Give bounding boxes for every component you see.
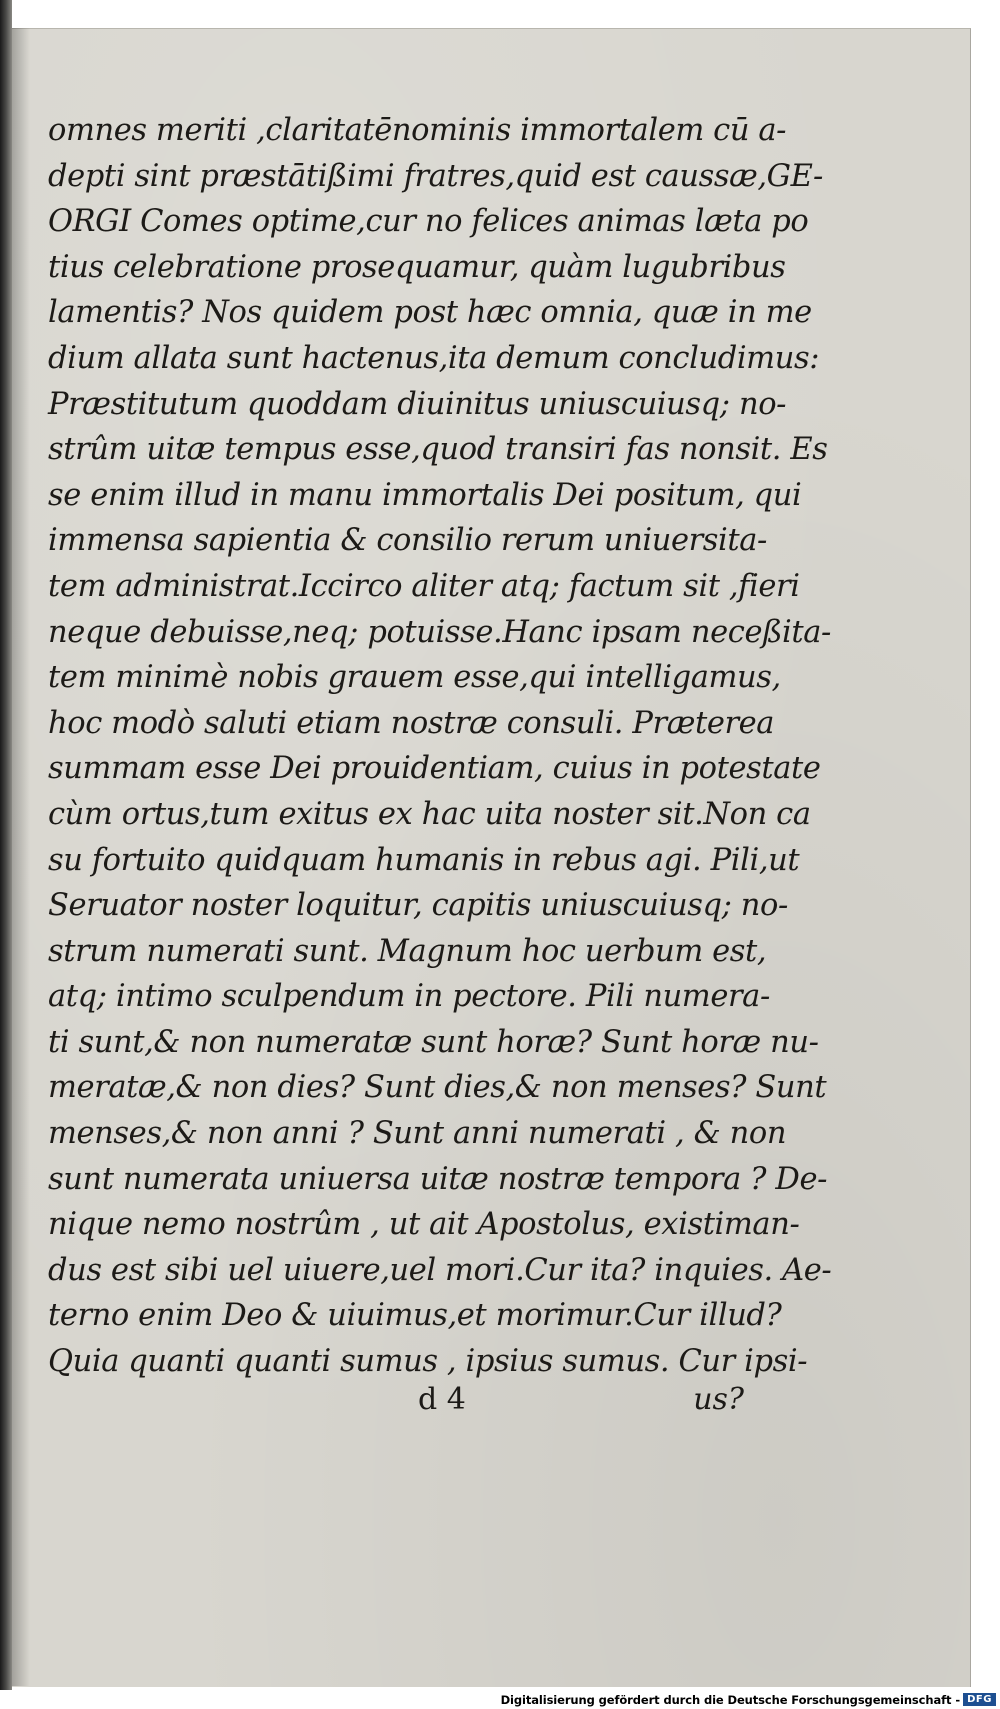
text-line: nique nemo nostrûm , ut ait Apostolus, existiman-	[48, 1207, 800, 1243]
text-line: Seruator noster loquitur, capitis uniuscuiusq; no-	[48, 888, 788, 924]
text-line: dium allata sunt hactenus,ita demum concludimus:	[48, 340, 820, 376]
text-line: tem administrat.Iccirco aliter atq; factum sit ,fieri	[48, 568, 800, 604]
text-line: terno enim Deo & uiuimus,et morimur.Cur illud?	[48, 1298, 782, 1334]
page-body-text	[48, 108, 832, 1385]
text-line: sunt numerata uniuersa uitæ nostræ tempora ? De-	[48, 1161, 827, 1197]
text-line: omnes meriti ,claritatēnominis immortalem cū a-	[48, 113, 787, 148]
text-line: summam esse Dei prouidentiam, cuius in potestate	[48, 751, 821, 787]
text-line: ORGI Comes optime,cur no felices animas læta po	[48, 204, 809, 240]
text-line: Quia quanti quanti sumus , ipsius sumus. Cur ipsi-	[48, 1344, 808, 1380]
text-line: strum numerati sunt. Magnum hoc uerbum est,	[48, 933, 767, 969]
text-line: strûm uitæ tempus esse,quod transiri fas nonsit. Es	[48, 432, 828, 468]
text-line: Præstitutum quoddam diuinitus uniuscuiusq; no-	[48, 386, 787, 422]
funding-credit: Digitalisierung gefördert durch die Deutsche Forschungsgemeinschaft -	[500, 1693, 960, 1707]
text-line: neque debuisse,neq; potuisse.Hanc ipsam neceßita-	[48, 614, 831, 650]
text-line: su fortuito quidquam humanis in rebus agi. Pili,ut	[48, 842, 800, 878]
signature-mark: d 4	[418, 1382, 466, 1417]
book-spine-edge	[0, 0, 12, 1690]
text-line: hoc modò saluti etiam nostræ consuli. Præterea	[48, 705, 775, 741]
text-line: meratæ,& non dies? Sunt dies,& non menses? Sunt	[48, 1070, 827, 1106]
text-line: atq; intimo sculpendum in pectore. Pili numera-	[48, 979, 770, 1015]
text-line: ti sunt,& non numeratæ sunt horæ? Sunt horæ nu-	[48, 1024, 819, 1060]
text-line: dus est sibi uel uiuere,uel mori.Cur ita? inquies. Ae-	[48, 1252, 832, 1288]
catchword: us?	[693, 1382, 744, 1417]
dfg-logo-icon: DFG	[963, 1693, 996, 1706]
text-line: tem minimè nobis grauem esse,qui intelligamus,	[48, 660, 781, 696]
page-footer-marks	[48, 1382, 744, 1428]
text-line: cùm ortus,tum exitus ex hac uita noster sit.Non ca	[48, 796, 811, 832]
text-line: menses,& non anni ? Sunt anni numerati , & non	[48, 1116, 787, 1152]
text-line: tius celebratione prosequamur, quàm lugubribus	[48, 249, 786, 285]
text-line: immensa sapientia & consilio rerum uniuersita-	[48, 523, 767, 559]
gutter-shadow	[12, 28, 30, 1686]
text-line: lamentis? Nos quidem post hæc omnia, quæ in me	[48, 295, 812, 331]
text-line: se enim illud in manu immortalis Dei positum, qui	[48, 477, 802, 513]
text-line: depti sint præstātißimi fratres,quid est caussæ,GE-	[48, 158, 823, 194]
